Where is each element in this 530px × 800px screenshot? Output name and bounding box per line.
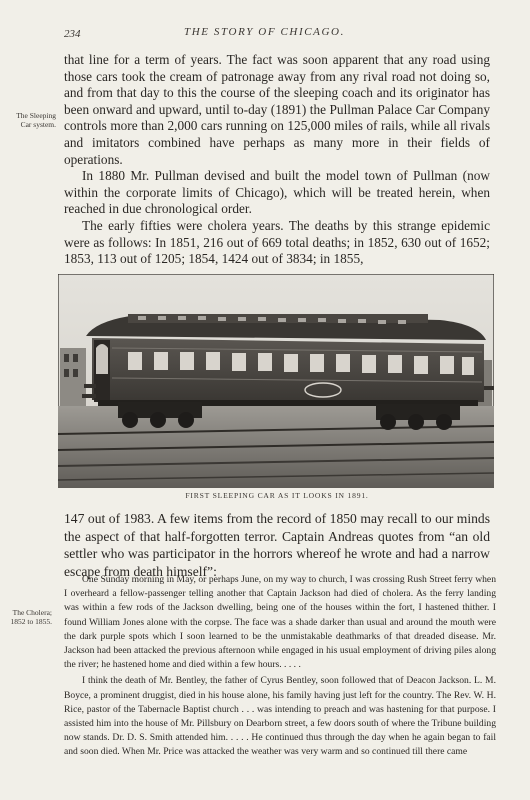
side-note-cholera: The Cholera; 1852 to 1855. xyxy=(10,608,52,626)
paragraph-cholera-years: The early fifties were cholera years. The deaths by this strange epidemic were as follows: In 1851, 216 out of 669 total deaths; in 1852, 630 out of 1652; 1853, 113 out of 1205; 1854, 1424 out of 3834; in 1855, xyxy=(64,217,490,267)
text-block-middle xyxy=(64,510,490,580)
running-title: THE STORY OF CHICAGO. xyxy=(184,26,345,38)
quoted-account xyxy=(64,573,496,760)
quote-paragraph-1: One Sunday morning in May, or perhaps June, on my way to church, I was crossing Rush Street ferry when I overheard a fellow-passenger telling another that Captain Jackson had died of cholera. As the ferry landing was within a few rods of the Jackson dwelling, being one of the houses within the fort, I hastened thither. I found William Jones alone with the corpse. The face was a shade darker than usual and around the mouth were the dark purple spots which I soon learned to be the unmistakable deathmarks of that dreaded disease. Mr. Jackson had been attacked the previous afternoon while engaged in his usual employment of driving piles along the river; he hastened home and died within a few hours. . . . . xyxy=(64,574,496,671)
side-note-sleeping-car: The Sleeping Car system. xyxy=(16,111,56,129)
page-number: 234 xyxy=(64,28,81,40)
sleeping-car-image xyxy=(58,274,494,488)
page-header xyxy=(64,26,494,42)
paragraph-pullman-cars: that line for a term of years. The fact was soon apparent that any road using those cars took the cream of patronage away from any rival road not doing so, and from that day to this the course of the sleeping coach and its originator has been onward and upward, until to-day (1891) the Pullman Palace Car Company controls more than 2,000 cars running on 125,000 miles of rails, while all rivals and imitators combined have perhaps as many more in their fields of operations. xyxy=(64,52,490,167)
quote-paragraph-2: I think the death of Mr. Bentley, the father of Cyrus Bentley, soon followed that of Deacon Jackson. L. M. Boyce, a prominent druggist, died in his house alone, his family having just left for the country. The Rev. W. H. Rice, pastor of the Tabernacle Baptist church . . . was intending to preach and was hastening for that purpose. I assisted him into the house of Mr. Pillsbury on Dearborn street, a few doors south of where the Tribune building now stands. Dr. D. S. Smith attended him. . . . . He continued thus through the day when he again began to fail and soon died. When Mr. Price was attacked the weather was very warm and so continued till there came xyxy=(64,675,496,758)
figure-caption: FIRST SLEEPING CAR AS IT LOOKS IN 1891. xyxy=(185,491,369,500)
text-block-top xyxy=(64,52,490,268)
paragraph-cholera-record: 147 out of 1983. A few items from the record of 1850 may recall to our minds the aspect of that half-forgotten terror. Captain Andreas quotes from “an old settler who was participator in the horrors whereof he wrote and had a narrow escape from death himself”: xyxy=(64,511,490,579)
sleeping-car-photograph xyxy=(58,274,494,488)
paragraph-pullman-town: In 1880 Mr. Pullman devised and built the model town of Pullman (now within the corporate limits of Chicago), which will be treated herein, when reached in due chronological order. xyxy=(64,168,490,217)
